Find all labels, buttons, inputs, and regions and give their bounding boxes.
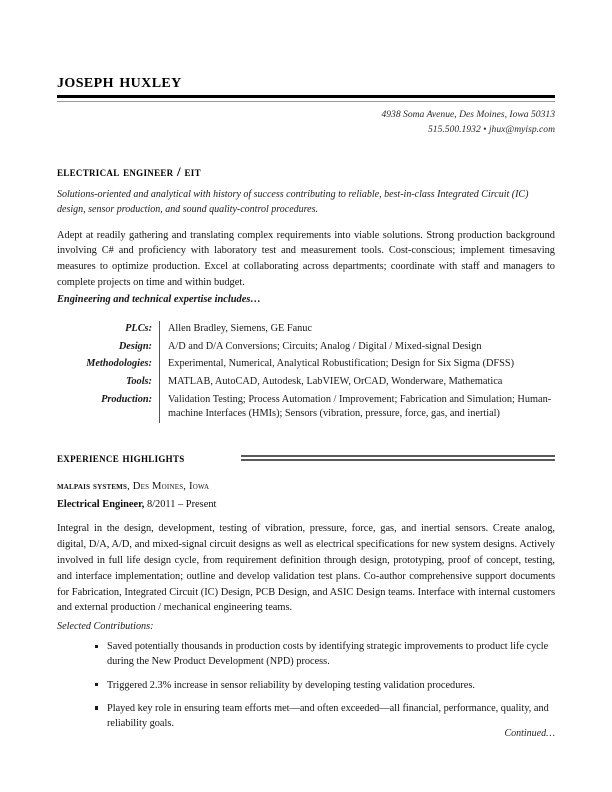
list-item: Saved potentially thousands in production costs by identifying strategic improvements to product life cycle during the New Product Development (NPD) process. <box>95 639 555 669</box>
resume-content <box>57 70 555 739</box>
contact-phone-email: 515.500.1932 • jhux@myisp.com <box>427 124 555 136</box>
employer-line <box>57 481 555 492</box>
contact-block <box>57 107 555 138</box>
employer-location: , Des Moines, Iowa <box>127 481 210 493</box>
skill-label: Design: <box>118 340 152 352</box>
header-rule-thin <box>57 101 555 102</box>
employer-company: malpais systems <box>57 481 128 493</box>
candidate-name: joseph huxley <box>57 70 182 92</box>
skill-value: Experimental, Numerical, Analytical Robustification; Design for Six Sigma (DFSS) <box>160 356 556 374</box>
expertise-lead-in: Engineering and technical expertise includes… <box>57 293 261 305</box>
profile-paragraph <box>57 228 555 308</box>
experience-rule-bottom <box>241 459 555 461</box>
list-item: Triggered 2.3% increase in sensor reliability by developing testing validation procedures. <box>95 678 555 693</box>
continued-footer: Continued… <box>504 728 555 739</box>
job-description: Integral in the design, development, testing of vibration, pressure, force, gas, and inertial sensors. Create analog, digital, D/A, A/D, and mixed-signal circuit designs as well as electrical specifications for new system designs. Actively involved in full life design cycle, from requirement definition through design, prototyping, proof of concept, testing, and interface implementation; outline and develop validation test plans. Co-author comprehensive support documents for Fabrication, Integrated Circuit (IC) Design, PCB Design, and ASIC Design teams. Interface with internal customers and external production / mechanical engineering teams. <box>57 523 555 614</box>
skill-label: Methodologies: <box>86 358 152 370</box>
target-job-title: electrical engineer / eit <box>57 163 201 179</box>
job-title: Electrical Engineer, <box>57 499 145 511</box>
profile-paragraph-text: Adept at readily gathering and translating complex requirements into viable solutions. Strong production background involving C# and proficiency with laboratory test and measurement tools. Cost-conscious; implement timesaving measures to optimize production. Excel at collaborating across departments; coordinate with staff and managers to complete projects on time and within budget. <box>57 229 555 289</box>
skill-value: Allen Bradley, Siemens, GE Fanuc <box>160 321 556 339</box>
table-row <box>57 356 555 374</box>
skill-value: MATLAB, AutoCAD, Autodesk, LabVIEW, OrCAD, Wonderware, Mathematica <box>160 374 556 392</box>
table-row <box>57 374 555 392</box>
skill-label: Production: <box>101 393 152 405</box>
job-dates: 8/2011 – Present <box>144 499 217 511</box>
list-item: Played key role in ensuring team efforts met—and often exceeded—all financial, performance, quality, and reliability goals. <box>95 701 555 731</box>
contributions-list <box>57 639 555 731</box>
table-row <box>57 391 555 423</box>
skill-value: A/D and D/A Conversions; Circuits; Analog / Digital / Mixed-signal Design <box>160 338 556 356</box>
contact-address: 4938 Soma Avenue, Des Moines, Iowa 50313 <box>381 108 555 120</box>
table-row <box>57 321 555 339</box>
skill-label: PLCs: <box>125 323 152 335</box>
table-row <box>57 338 555 356</box>
selected-contributions-label: Selected Contributions: <box>57 621 154 633</box>
experience-section-header <box>57 450 555 466</box>
experience-section-title: experience highlights <box>57 450 185 466</box>
experience-double-rule <box>241 455 555 461</box>
skills-table <box>57 321 555 424</box>
header-rule-thick <box>57 95 555 98</box>
experience-rule-top <box>241 455 555 457</box>
job-title-line <box>57 499 555 510</box>
skill-value: Validation Testing; Process Automation / Improvement; Fabrication and Simulation; Human-machine Interfaces (HMIs); Sensors (vibration, pressure, force, gas, and inertial) <box>160 391 556 423</box>
professional-summary: Solutions-oriented and analytical with history of success contributing to reliable, best-in-class Integrated Circuit (IC) design, sensor production, and sound quality-control procedures. <box>57 188 529 215</box>
skill-label: Tools: <box>126 376 152 387</box>
